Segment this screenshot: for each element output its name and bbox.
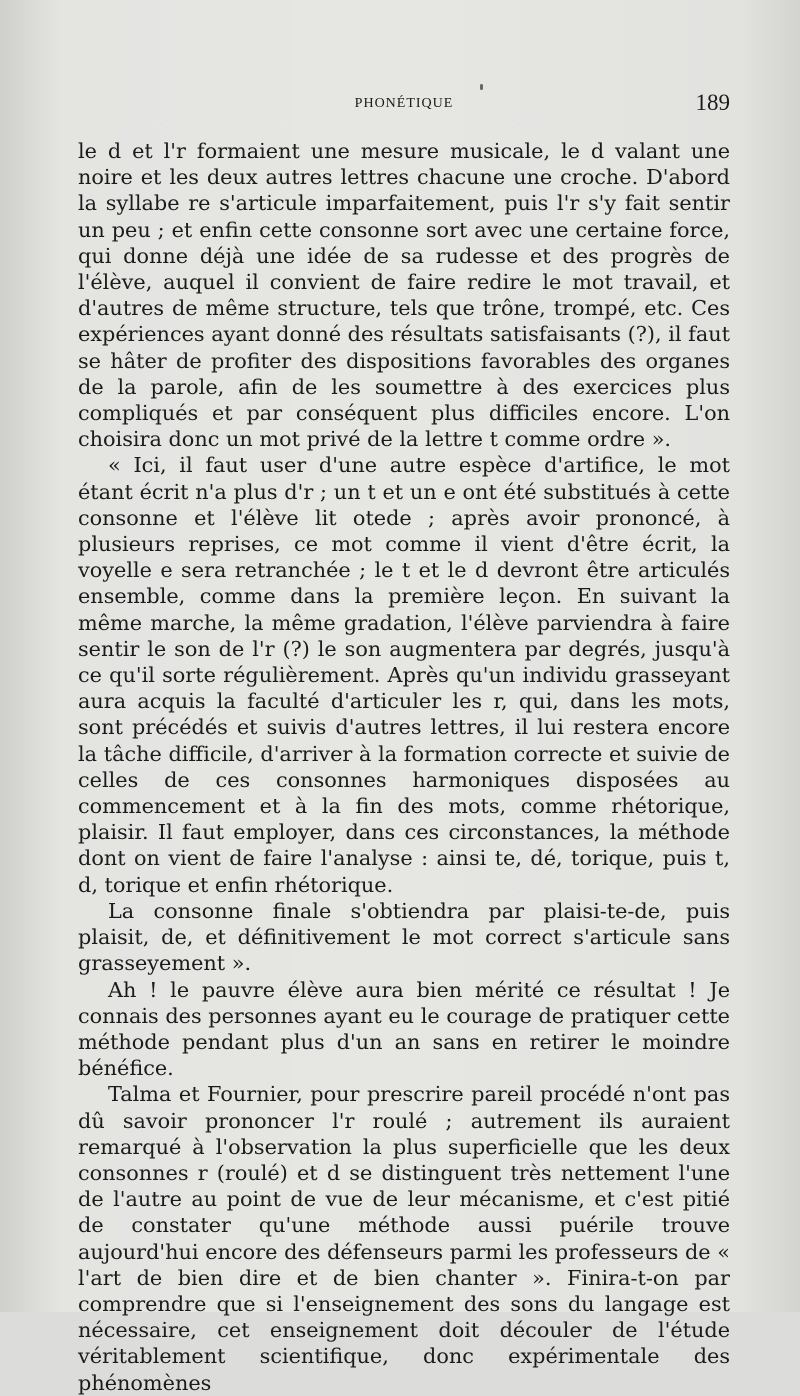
paragraph: La consonne finale s'obtiendra par plaisi-te-de, puis plaisit, de, et définitivement le mot correct s'articule sans grasseyement ».	[78, 898, 730, 976]
page-number: 189	[695, 90, 730, 115]
paragraph: le d et l'r formaient une mesure musicale, le d valant une noire et les deux autres lettres chacune une croche. D'abord la syllabe re s'articule imparfaitement, puis l'r s'y fait sentir un peu ; et enfin cette consonne sort avec une certaine force, qui donne déjà une idée de sa rudesse et des progrès de l'élève, auquel il convient de faire redire le mot travail, et d'autres de même structure, tels que trône, trompé, etc. Ces expériences ayant donné des résultats satisfaisants (?), il faut se hâter de profiter des dispositions favorables des organes de la parole, afin de les soumettre à des exercices plus compliqués et par conséquent plus difficiles encore. L'on choisira donc un mot privé de la lettre t comme ordre ».	[78, 139, 730, 452]
paragraph: Ah ! le pauvre élève aura bien mérité ce résultat ! Je connais des personnes ayant eu le courage de pratiquer cette méthode pendant plus d'un an sans en retirer le moindre bénéfice.	[78, 977, 730, 1081]
paragraph: « Ici, il faut user d'une autre espèce d'artifice, le mot étant écrit n'a plus d'r ; un t et un e ont été substitués à cette consonne et l'élève lit otede ; après avoir prononcé, à plusieurs reprises, ce mot comme il vient d'être écrit, la voyelle e sera retranchée ; le t et le d devront être articulés ensemble, comme dans la première leçon. En suivant la même marche, la même gradation, l'élève parviendra à faire sentir le son de l'r (?) le son augmentera par degrés, jusqu'à ce qu'il sorte régulièrement. Après qu'un individu grasseyant aura acquis la faculté d'articuler les r, qui, dans les mots, sont précédés et suivis d'autres lettres, il lui restera encore la tâche difficile, d'arriver à la formation correcte et suivie de celles de ces consonnes harmoniques disposées au commencement et à la fin des mots, comme rhétorique, plaisir. Il faut employer, dans ces circonstances, la méthode dont on vient de faire l'analyse : ainsi te, dé, torique, puis t, d, torique et enfin rhétorique.	[78, 453, 730, 897]
running-title: PHONÉTIQUE	[354, 96, 454, 111]
page-header	[78, 90, 730, 120]
body-text	[78, 138, 730, 1396]
paragraph: Talma et Fournier, pour prescrire pareil procédé n'ont pas dû savoir prononcer l'r roulé ; autrement ils auraient remarqué à l'observation la plus superficielle que les deux consonnes r (roulé) et d se distinguent très nettement l'une de l'autre au point de vue de leur mécanisme, et c'est pitié de constater qu'une méthode aussi puérile trouve aujourd'hui encore des défenseurs parmi les professeurs de « l'art de bien dire et de bien chanter ». Finira-t-on par comprendre que si l'enseignement des sons du langage est nécessaire, cet enseignement doit découler de l'étude véritablement scientifique, donc expérimentale des phénomènes	[78, 1082, 730, 1395]
